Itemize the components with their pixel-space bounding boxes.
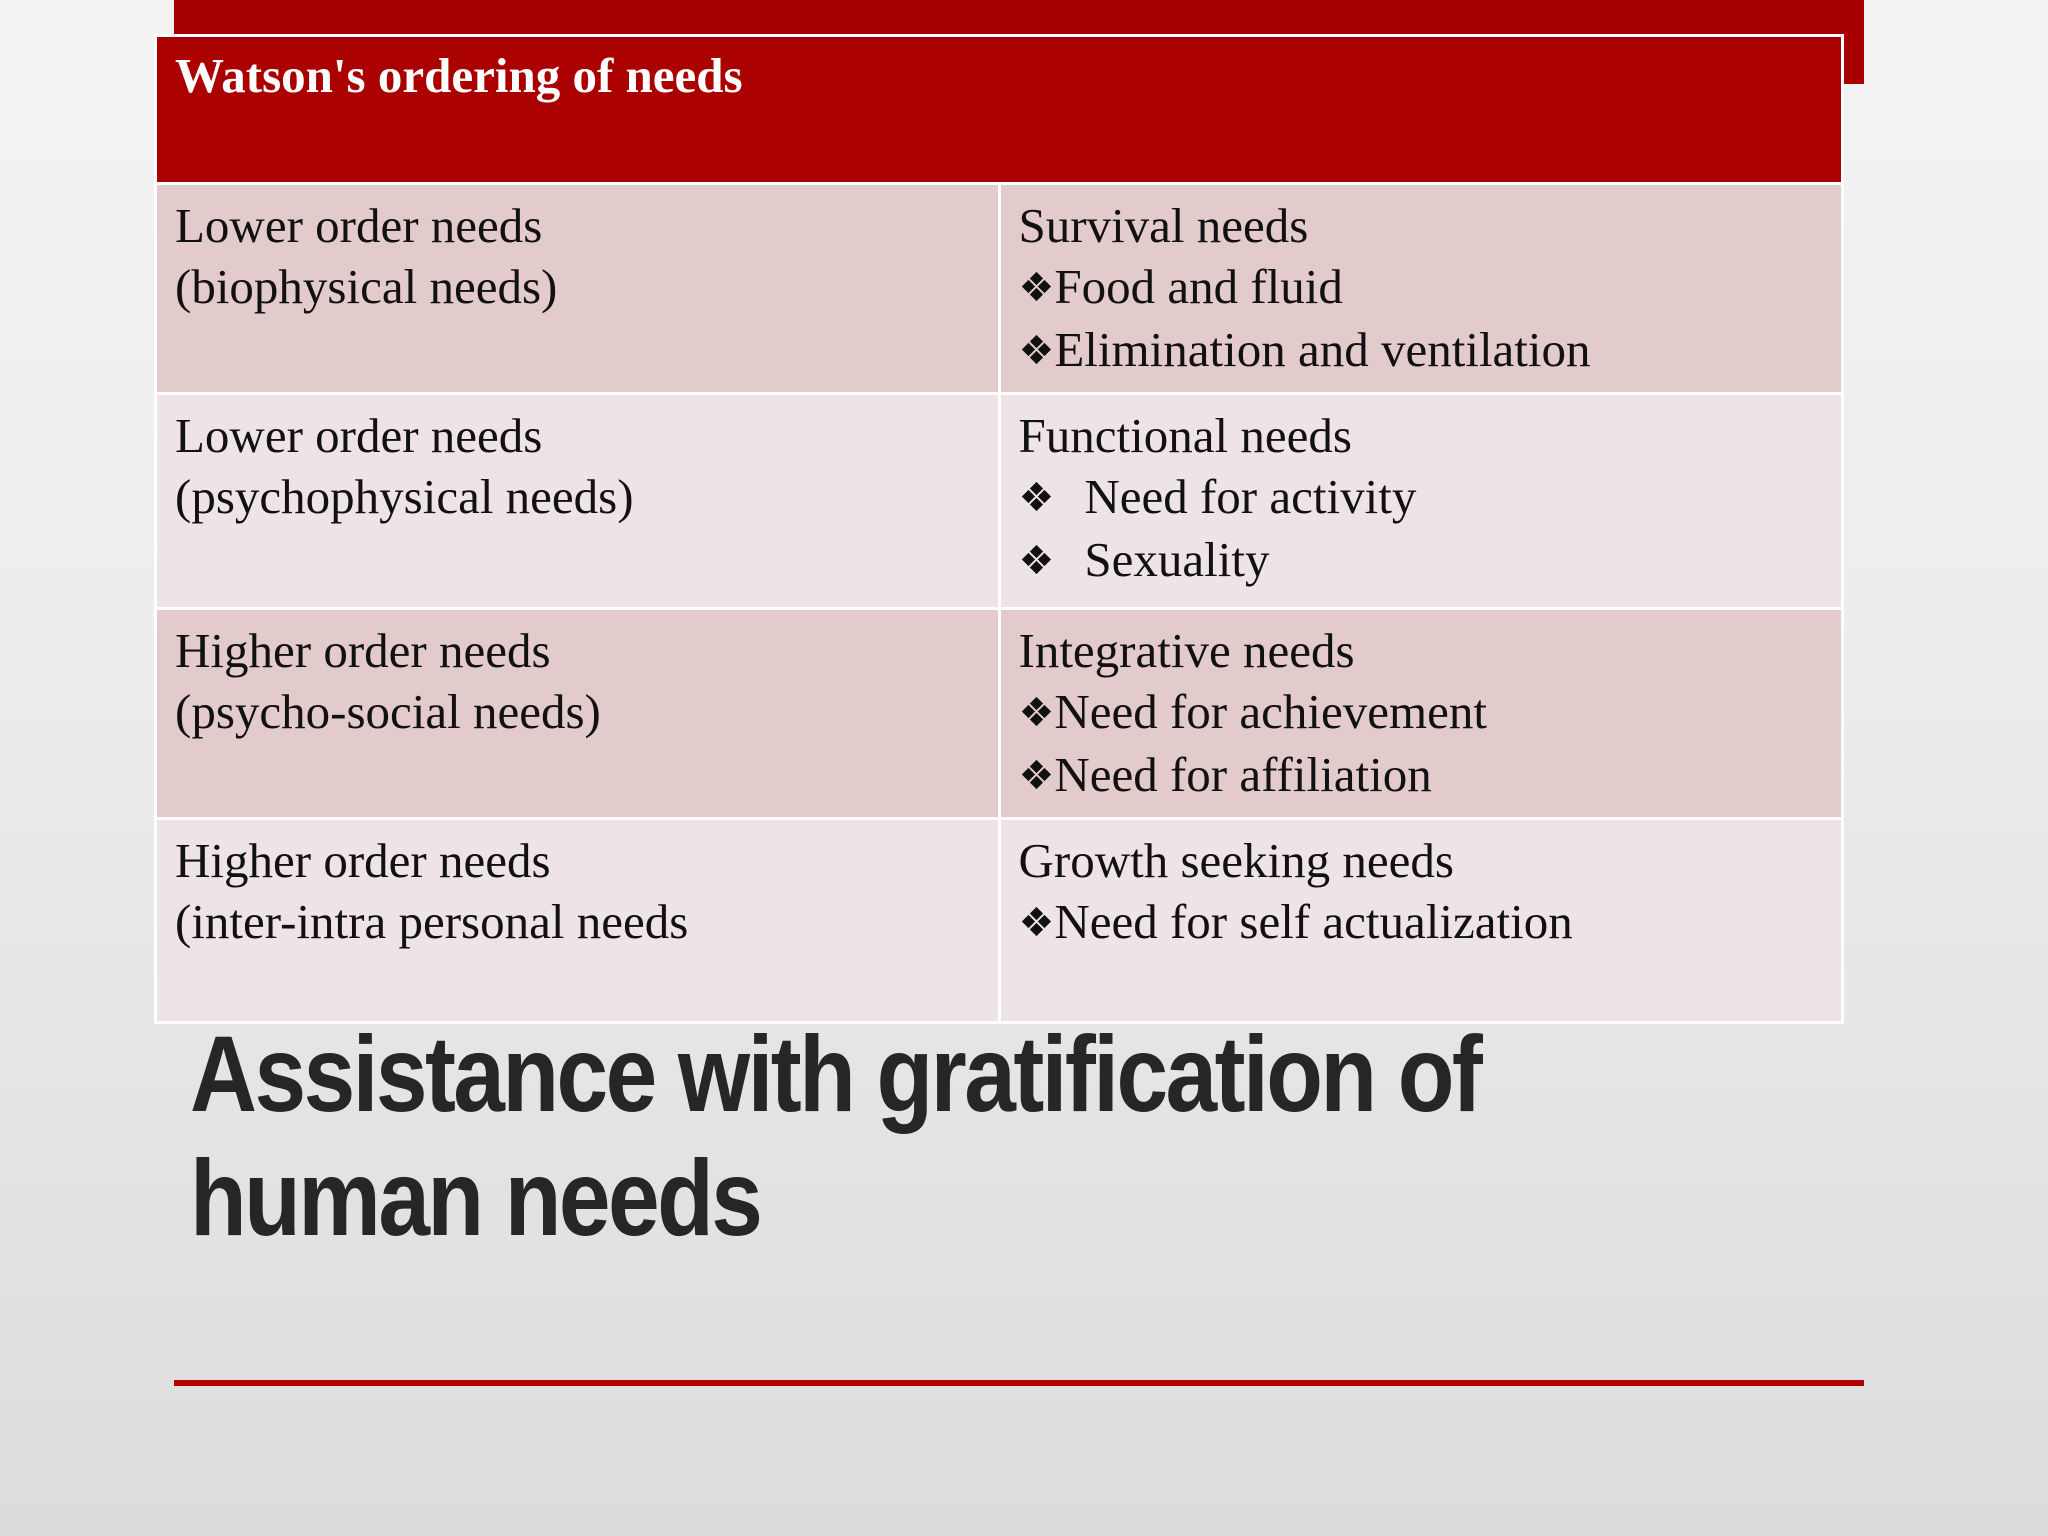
needs-level-subtitle: (psycho-social needs)	[175, 684, 601, 739]
needs-level-cell	[156, 819, 1000, 1023]
needs-detail-cell	[999, 609, 1843, 819]
four-diamond-bullet-icon: ❖	[1018, 475, 1055, 521]
table-row	[156, 184, 1843, 394]
slide-title-line: human needs	[190, 1137, 761, 1258]
four-diamond-bullet-icon: ❖	[1018, 690, 1055, 736]
four-diamond-bullet-icon: ❖	[1018, 265, 1055, 311]
needs-level-label: Lower order needs	[175, 408, 543, 463]
four-diamond-bullet-icon: ❖	[1018, 900, 1055, 946]
needs-level-subtitle: (biophysical needs)	[175, 259, 558, 314]
slide-title-line: Assistance with gratification of	[190, 1013, 1481, 1134]
table-header: Watson's ordering of needs	[156, 36, 1843, 184]
table-row	[156, 609, 1843, 819]
needs-detail-cell	[999, 184, 1843, 394]
needs-level-subtitle: (psychophysical needs)	[175, 469, 634, 524]
needs-level-subtitle: (inter-intra personal needs	[175, 894, 689, 949]
list-item-text: Elimination and ventilation	[1054, 322, 1591, 377]
needs-category-title: Growth seeking needs	[1018, 833, 1454, 888]
bottom-divider	[174, 1380, 1864, 1386]
list-item-text: Food and fluid	[1054, 259, 1343, 314]
list-item	[1019, 529, 1824, 592]
list-item-text: Need for self actualization	[1054, 894, 1573, 949]
needs-category-title: Functional needs	[1018, 408, 1352, 463]
list-item-text: Need for affiliation	[1054, 747, 1432, 802]
list-item-text: Need for achievement	[1054, 684, 1487, 739]
list-item	[1019, 744, 1824, 807]
four-diamond-bullet-icon: ❖	[1018, 753, 1055, 799]
four-diamond-bullet-icon: ❖	[1018, 328, 1055, 374]
list-item	[1019, 466, 1824, 529]
table-row	[156, 394, 1843, 609]
table-header-row	[156, 36, 1843, 184]
table-row	[156, 819, 1843, 1023]
needs-level-cell	[156, 609, 1000, 819]
needs-level-label: Higher order needs	[175, 623, 551, 678]
needs-category-title: Survival needs	[1018, 198, 1309, 253]
list-item	[1019, 891, 1824, 954]
list-item	[1019, 681, 1824, 744]
needs-level-label: Higher order needs	[175, 833, 551, 888]
needs-detail-cell	[999, 394, 1843, 609]
list-item	[1019, 256, 1824, 319]
needs-level-cell	[156, 184, 1000, 394]
four-diamond-bullet-icon: ❖	[1018, 538, 1055, 584]
needs-level-cell	[156, 394, 1000, 609]
needs-detail-cell	[999, 819, 1843, 1023]
slide-title	[190, 1012, 1600, 1260]
list-item	[1019, 319, 1824, 382]
needs-category-title: Integrative needs	[1018, 623, 1355, 678]
needs-level-label: Lower order needs	[175, 198, 543, 253]
list-item-text: Sexuality	[1084, 532, 1270, 587]
needs-table	[154, 34, 1844, 1024]
list-item-text: Need for activity	[1084, 469, 1417, 524]
